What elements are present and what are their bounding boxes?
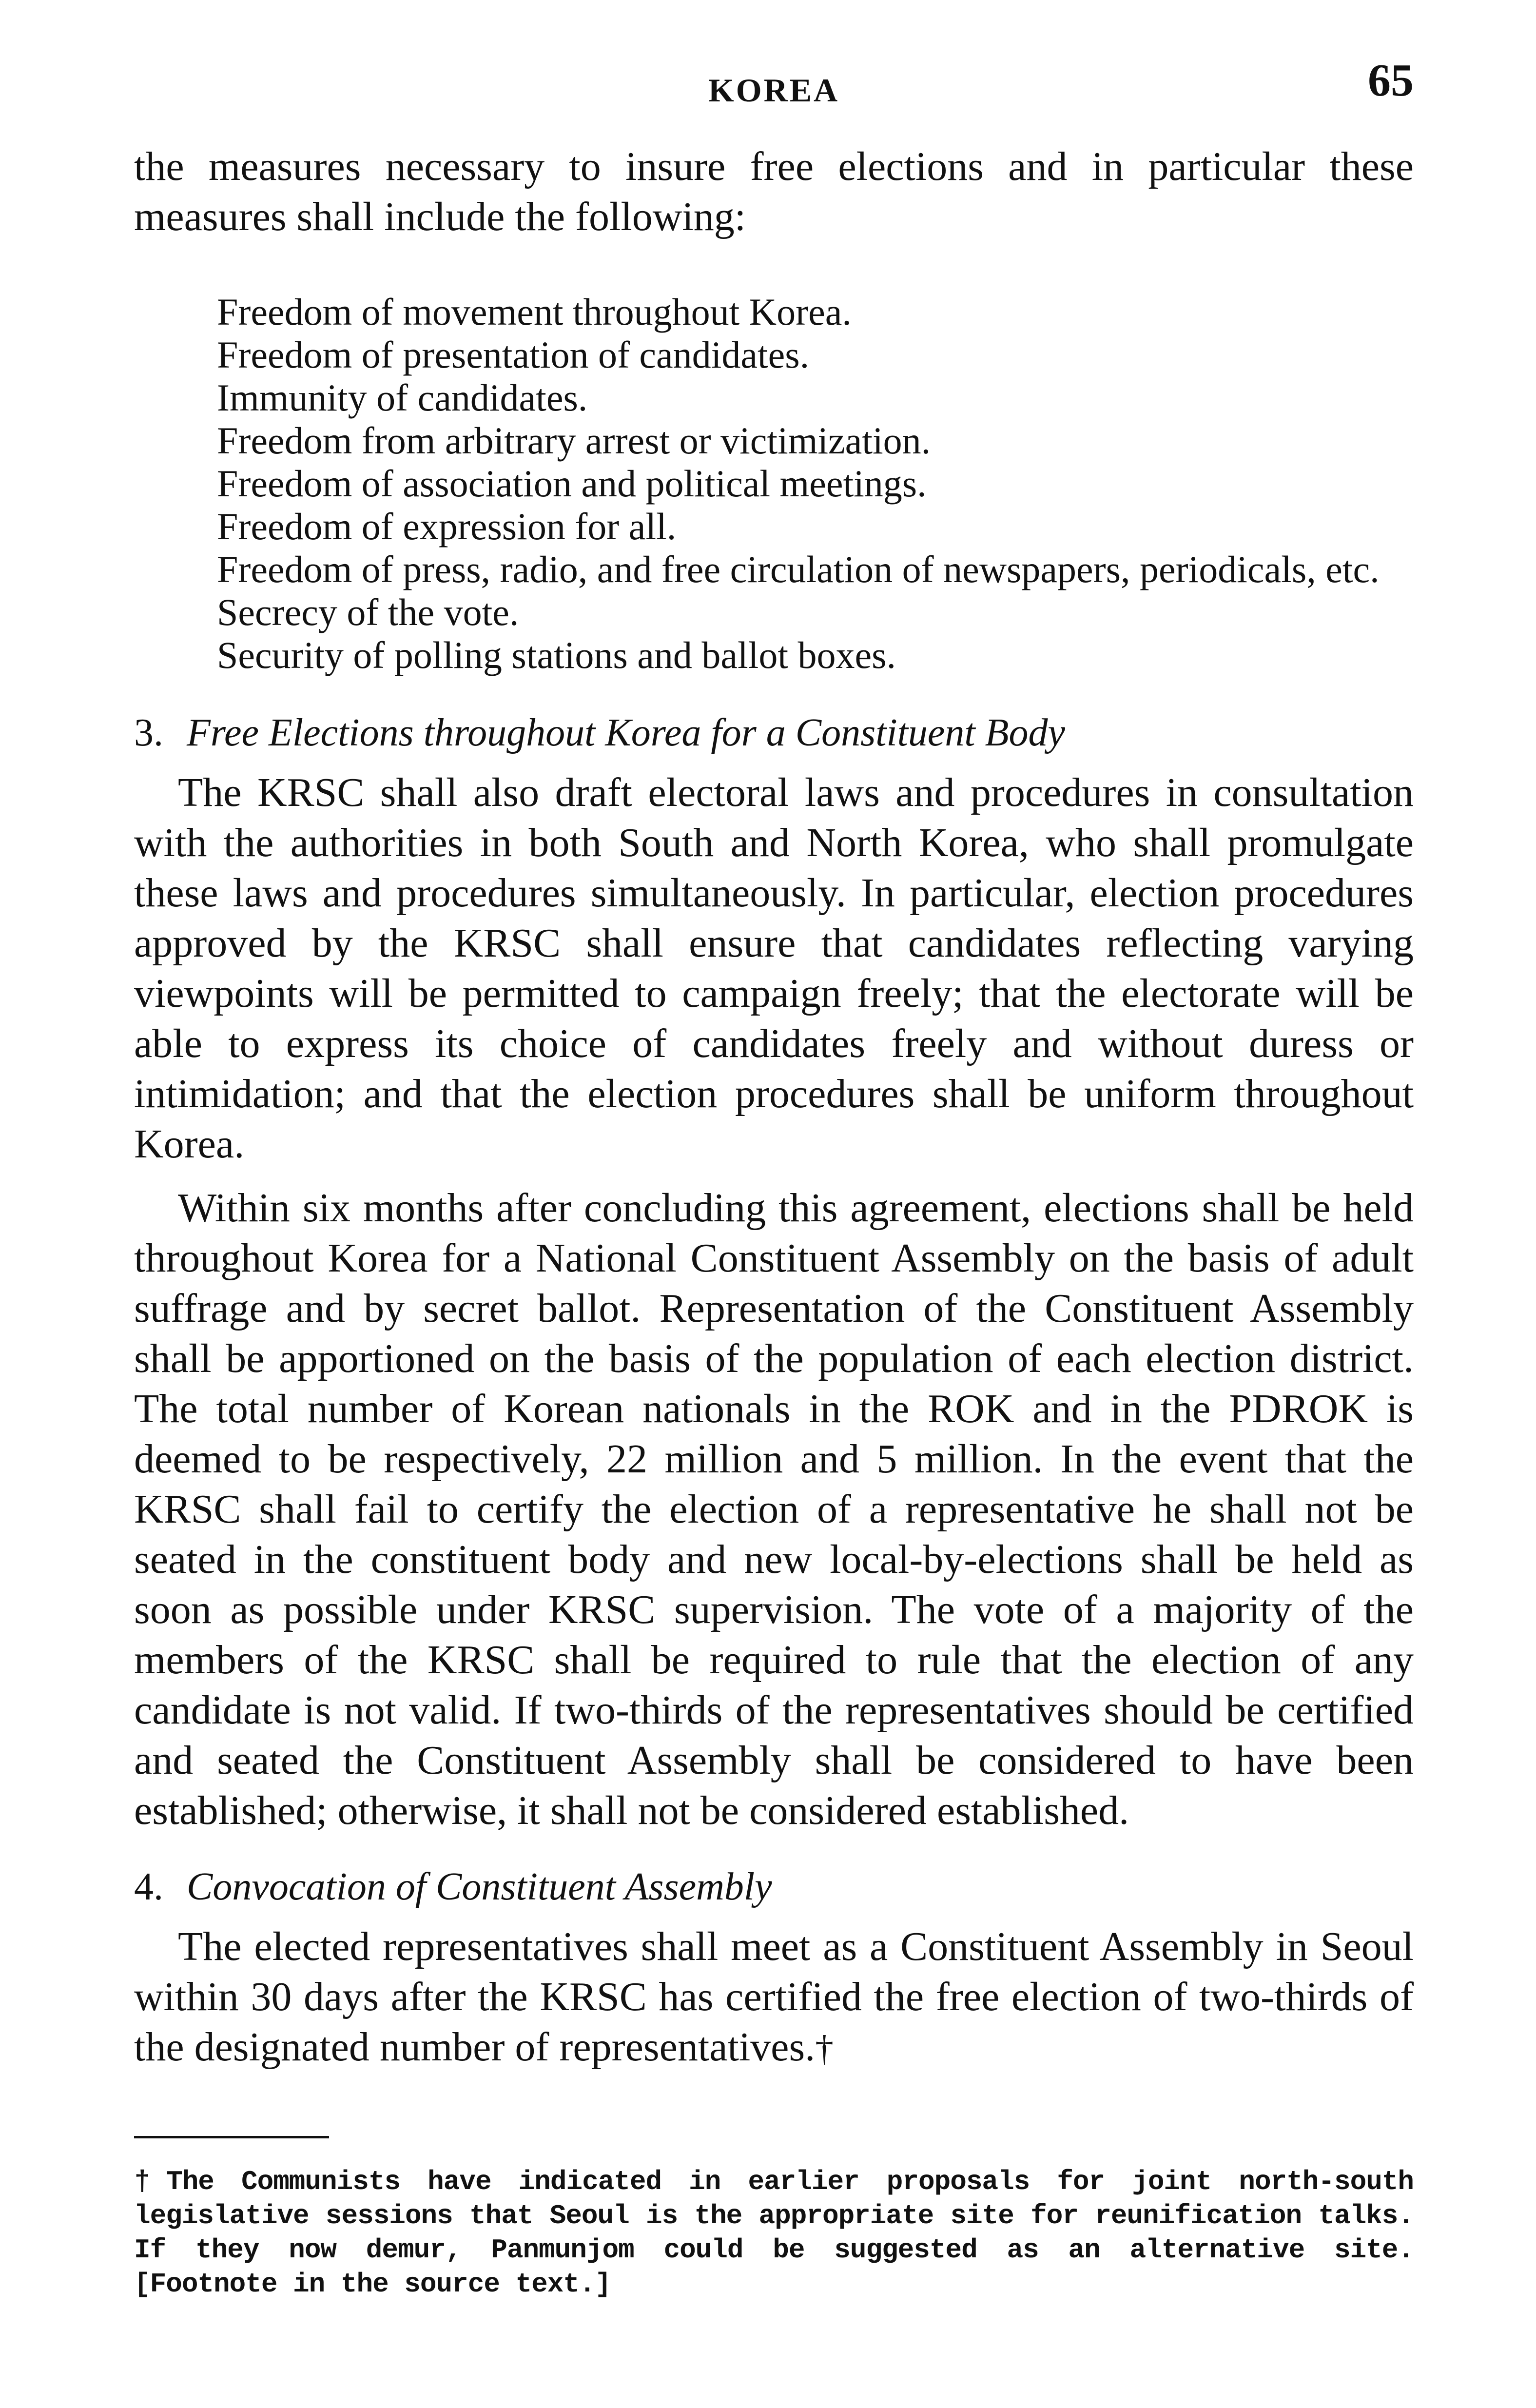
list-item: Freedom from arbitrary arrest or victimization. <box>217 419 931 462</box>
section-paragraph: The KRSC shall also draft electoral laws and procedures in consultation with the authorities in both South and North Korea, who shall promulgate these laws and procedures simultaneously. In particular, election procedures approved by the KRSC shall ensure that candidates reflecting varying viewpoints will be permitted to campaign freely; that the electorate will be able to express its choice of candidates freely and without duress or intimidation; and that the election procedures shall be uniform throughout Korea. <box>134 770 1414 1167</box>
section-paragraph-text: The elected representatives shall meet as a Constituent Assembly in Seoul within 30 days after the KRSC has certified the free election of two-thirds of the designated number of representatives. <box>134 1924 1414 2070</box>
section-heading <box>134 1860 1414 1914</box>
list-item: Freedom of expression for all. <box>217 505 677 548</box>
section-paragraph: Within six months after concluding this agreement, elections shall be held throughout Korea for a National Constituent Assembly on the basis of adult suffrage and by secret ballot. Representation of the Constituent Assembly shall be apportioned on the basis of the population of each election district. The total number of Korean nationals in the ROK and in the PDROK is deemed to be respectively, 22 million and 5 million. In the event that the KRSC shall fail to certify the election of a representative he shall not be seated in the constituent body and new local-by-elections shall be held as soon as possible under KRSC supervision. The vote of a majority of the members of the KRSC shall be required to rule that the election of any candidate is not valid. If two-thirds of the representatives should be certified and seated the Constituent Assembly shall be considered to have been established; otherwise, it shall not be considered established. <box>134 1185 1414 1833</box>
section-3 <box>134 706 1414 1836</box>
footnote-text: The Communists have indicated in earlier proposals for joint north-south legislative sessions that Seoul is the appropriate site for reunification talks. If they now demur, Panmunjom could be suggested as an alternative site. [Footnote in the source text.] <box>134 2166 1414 2300</box>
footnote-mark: † <box>134 2166 162 2197</box>
page-header <box>134 55 1414 126</box>
list-item: Freedom of presentation of candidates. <box>217 333 810 376</box>
page-number: 65 <box>1368 55 1414 106</box>
list-item: Freedom of movement throughout Korea. <box>217 291 852 333</box>
section-title: Convocation of Constituent Assembly <box>187 1865 772 1908</box>
section-number: 3. <box>134 711 163 754</box>
running-head: KOREA <box>708 72 840 109</box>
election-measures-list <box>217 291 1414 677</box>
section-paragraph <box>134 1921 1414 2074</box>
list-item: Freedom of press, radio, and free circulation of newspapers, periodicals, etc. <box>217 548 1380 590</box>
section-number: 4. <box>134 1865 163 1908</box>
list-item: Freedom of association and political meetings. <box>217 462 927 505</box>
footnote-divider <box>134 2136 329 2138</box>
list-item: Security of polling stations and ballot boxes. <box>217 634 896 676</box>
intro-paragraph: the measures necessary to insure free elections and in particular these measures shall include the following: <box>134 144 1414 239</box>
page-content <box>134 141 1414 2301</box>
footnote-reference: † <box>815 2028 834 2069</box>
footnote <box>134 2165 1414 2301</box>
list-item: Secrecy of the vote. <box>217 591 519 633</box>
section-heading <box>134 706 1414 760</box>
section-4 <box>134 1860 1414 2074</box>
section-title: Free Elections throughout Korea for a Constituent Body <box>187 711 1066 754</box>
list-item: Immunity of candidates. <box>217 376 588 419</box>
section-spacer <box>134 1849 1414 1860</box>
